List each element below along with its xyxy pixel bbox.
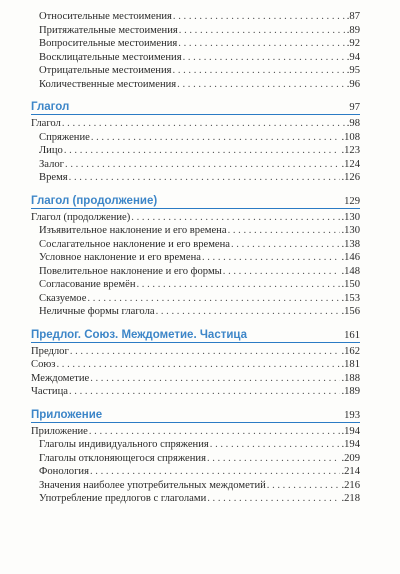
toc-entry-label: Условное наклонение и его времена [39, 252, 201, 263]
toc-entry-page-number: .89 [346, 24, 360, 36]
dot-leader [89, 425, 341, 439]
dot-leader [64, 144, 341, 158]
dot-leader [137, 278, 341, 292]
toc-entry-label: Спряжение [39, 131, 90, 143]
toc-entry-page-number: .153 [341, 292, 360, 304]
dot-leader [91, 131, 341, 145]
section-page-number: 97 [349, 102, 360, 113]
toc-entry[interactable] [31, 358, 360, 372]
toc-entry-label: Сослагательное наклонение и его времена [39, 238, 230, 250]
section-page-number: 193 [344, 409, 360, 421]
toc-entry-page-number: .146 [341, 252, 360, 263]
section-heading[interactable] [31, 195, 360, 209]
toc-entry[interactable] [31, 211, 360, 225]
section-title: Предлог. Союз. Междометие. Частица [31, 328, 248, 341]
dot-leader [56, 358, 340, 372]
dot-leader [131, 211, 340, 225]
toc-entry-label: Значения наиболее употребительных междометий [39, 479, 266, 491]
dot-leader [156, 305, 341, 319]
dot-leader [210, 438, 341, 452]
section-title: Глагол (продолжение) [31, 194, 158, 207]
toc-entry-label: Относительные местоимения [39, 11, 172, 22]
toc-entry-page-number: .108 [341, 131, 360, 143]
dot-leader [179, 24, 346, 38]
dot-leader [207, 492, 340, 506]
section-heading[interactable] [31, 329, 360, 343]
toc-entry-page-number: .156 [341, 306, 360, 317]
toc-entry-page-number: .214 [341, 466, 360, 477]
toc-entry-page-number: .162 [341, 345, 360, 357]
section-page-number: 161 [344, 329, 360, 341]
toc-entry[interactable] [31, 64, 360, 78]
toc-entry[interactable] [31, 305, 360, 319]
section-page-number: 129 [344, 195, 360, 207]
toc-entry[interactable] [31, 345, 360, 359]
toc-entry-label: Фонология [39, 466, 89, 477]
dot-leader [65, 158, 340, 172]
toc-entry-label: Притяжательные местоимения [39, 24, 178, 36]
dot-leader [202, 251, 341, 265]
toc-entry-label: Залог [39, 158, 65, 170]
toc-entry-label: Неличные формы глагола [39, 306, 155, 317]
toc-entry[interactable] [31, 224, 360, 238]
toc-entry[interactable] [31, 158, 360, 172]
section-heading[interactable] [31, 101, 360, 115]
toc-entry[interactable] [31, 372, 360, 386]
toc-entry-page-number: .130 [341, 225, 360, 236]
toc-entry-label: Отрицательные местоимения [39, 65, 172, 76]
toc-entry[interactable] [31, 51, 360, 65]
dot-leader [177, 78, 346, 92]
toc-section [31, 329, 360, 399]
toc-entry-label: Изъявительное наклонение и его времена [39, 225, 227, 236]
toc-entry[interactable] [31, 117, 360, 131]
toc-entry-page-number: .87 [346, 11, 360, 22]
dot-leader [69, 385, 340, 399]
toc-entry[interactable] [31, 452, 360, 466]
toc-entry[interactable] [31, 37, 360, 51]
toc-entry[interactable] [31, 479, 360, 493]
toc-entry-page-number: .138 [341, 238, 360, 250]
toc-entry-page-number: .150 [341, 279, 360, 290]
toc-entry-label: Глагол (продолжение) [31, 211, 131, 223]
dot-leader [173, 10, 346, 24]
toc-entry-page-number: .218 [341, 493, 360, 504]
toc-entry[interactable] [31, 265, 360, 279]
dot-leader [178, 37, 345, 51]
toc-entry-page-number: .189 [341, 386, 360, 397]
toc-entry-page-number: .126 [341, 172, 360, 183]
dot-leader [90, 372, 340, 386]
toc-entry-label: Употребление предлогов с глаголами [39, 493, 207, 504]
toc-entry-page-number: .148 [341, 265, 360, 277]
dot-leader [90, 465, 340, 479]
dot-leader [183, 51, 346, 65]
toc-entry[interactable] [31, 251, 360, 265]
toc-entry[interactable] [31, 144, 360, 158]
toc-entry-label: Время [39, 172, 68, 183]
toc-entry[interactable] [31, 438, 360, 452]
table-of-contents [31, 10, 360, 506]
dot-leader [173, 64, 346, 78]
section-title: Приложение [31, 408, 103, 421]
toc-entry[interactable] [31, 465, 360, 479]
toc-entry-page-number: .95 [346, 65, 360, 76]
toc-entry-label: Согласование времён [39, 279, 136, 290]
toc-entry[interactable] [31, 425, 360, 439]
toc-entry-page-number: .209 [341, 452, 360, 464]
dot-leader [70, 345, 341, 359]
toc-section [31, 195, 360, 319]
toc-entry[interactable] [31, 78, 360, 92]
dot-leader [231, 238, 340, 252]
toc-entry-label: Повелительное наклонение и его формы [39, 265, 222, 277]
toc-entry-page-number: .188 [341, 372, 360, 384]
toc-entry[interactable] [31, 292, 360, 306]
toc-entry-label: Вопросительные местоимения [39, 38, 178, 49]
dot-leader [267, 479, 341, 493]
toc-entry-label: Союз [31, 359, 56, 370]
toc-entry-page-number: .124 [341, 158, 360, 170]
toc-entry[interactable] [31, 278, 360, 292]
toc-entry-page-number: .181 [341, 359, 360, 370]
toc-entry-label: Сказуемое [39, 292, 87, 304]
dot-leader [62, 117, 346, 131]
dot-leader [223, 265, 341, 279]
toc-entry[interactable] [31, 131, 360, 145]
toc-entry-page-number: .94 [346, 51, 360, 63]
toc-entry-label: Количественные местоимения [39, 78, 177, 90]
toc-entry[interactable] [31, 10, 360, 24]
toc-entry-page-number: .194 [341, 425, 360, 437]
toc-entry-page-number: .194 [341, 439, 360, 450]
toc-section [31, 101, 360, 185]
toc-entry[interactable] [31, 171, 360, 185]
dot-leader [228, 224, 341, 238]
toc-entry-label: Восклицательные местоимения [39, 51, 182, 63]
toc-entry-label: Приложение [31, 425, 88, 437]
toc-entry-label: Междометие [31, 372, 90, 384]
toc-entry-page-number: .130 [341, 211, 360, 223]
toc-continuation-group [31, 10, 360, 91]
toc-entry-label: Лицо [39, 145, 63, 156]
dot-leader [69, 171, 341, 185]
dot-leader [207, 452, 341, 466]
toc-entry-label: Глаголы индивидуального спряжения [39, 439, 209, 450]
toc-entry[interactable] [31, 492, 360, 506]
toc-entry[interactable] [31, 24, 360, 38]
section-heading[interactable] [31, 409, 360, 423]
toc-entry-page-number: .98 [346, 118, 360, 129]
toc-entry-page-number: .96 [346, 78, 360, 90]
toc-entry[interactable] [31, 238, 360, 252]
toc-entry-label: Предлог [31, 345, 69, 357]
toc-entry-label: Частица [31, 386, 68, 397]
toc-entry[interactable] [31, 385, 360, 399]
toc-entry-label: Глаголы отклоняющегося спряжения [39, 452, 206, 464]
toc-entry-label: Глагол [31, 118, 61, 129]
section-title: Глагол [31, 101, 70, 113]
dot-leader [87, 292, 340, 306]
toc-entry-page-number: .216 [341, 479, 360, 491]
toc-entry-page-number: .92 [346, 38, 360, 49]
toc-entry-page-number: .123 [341, 145, 360, 156]
toc-section [31, 409, 360, 506]
